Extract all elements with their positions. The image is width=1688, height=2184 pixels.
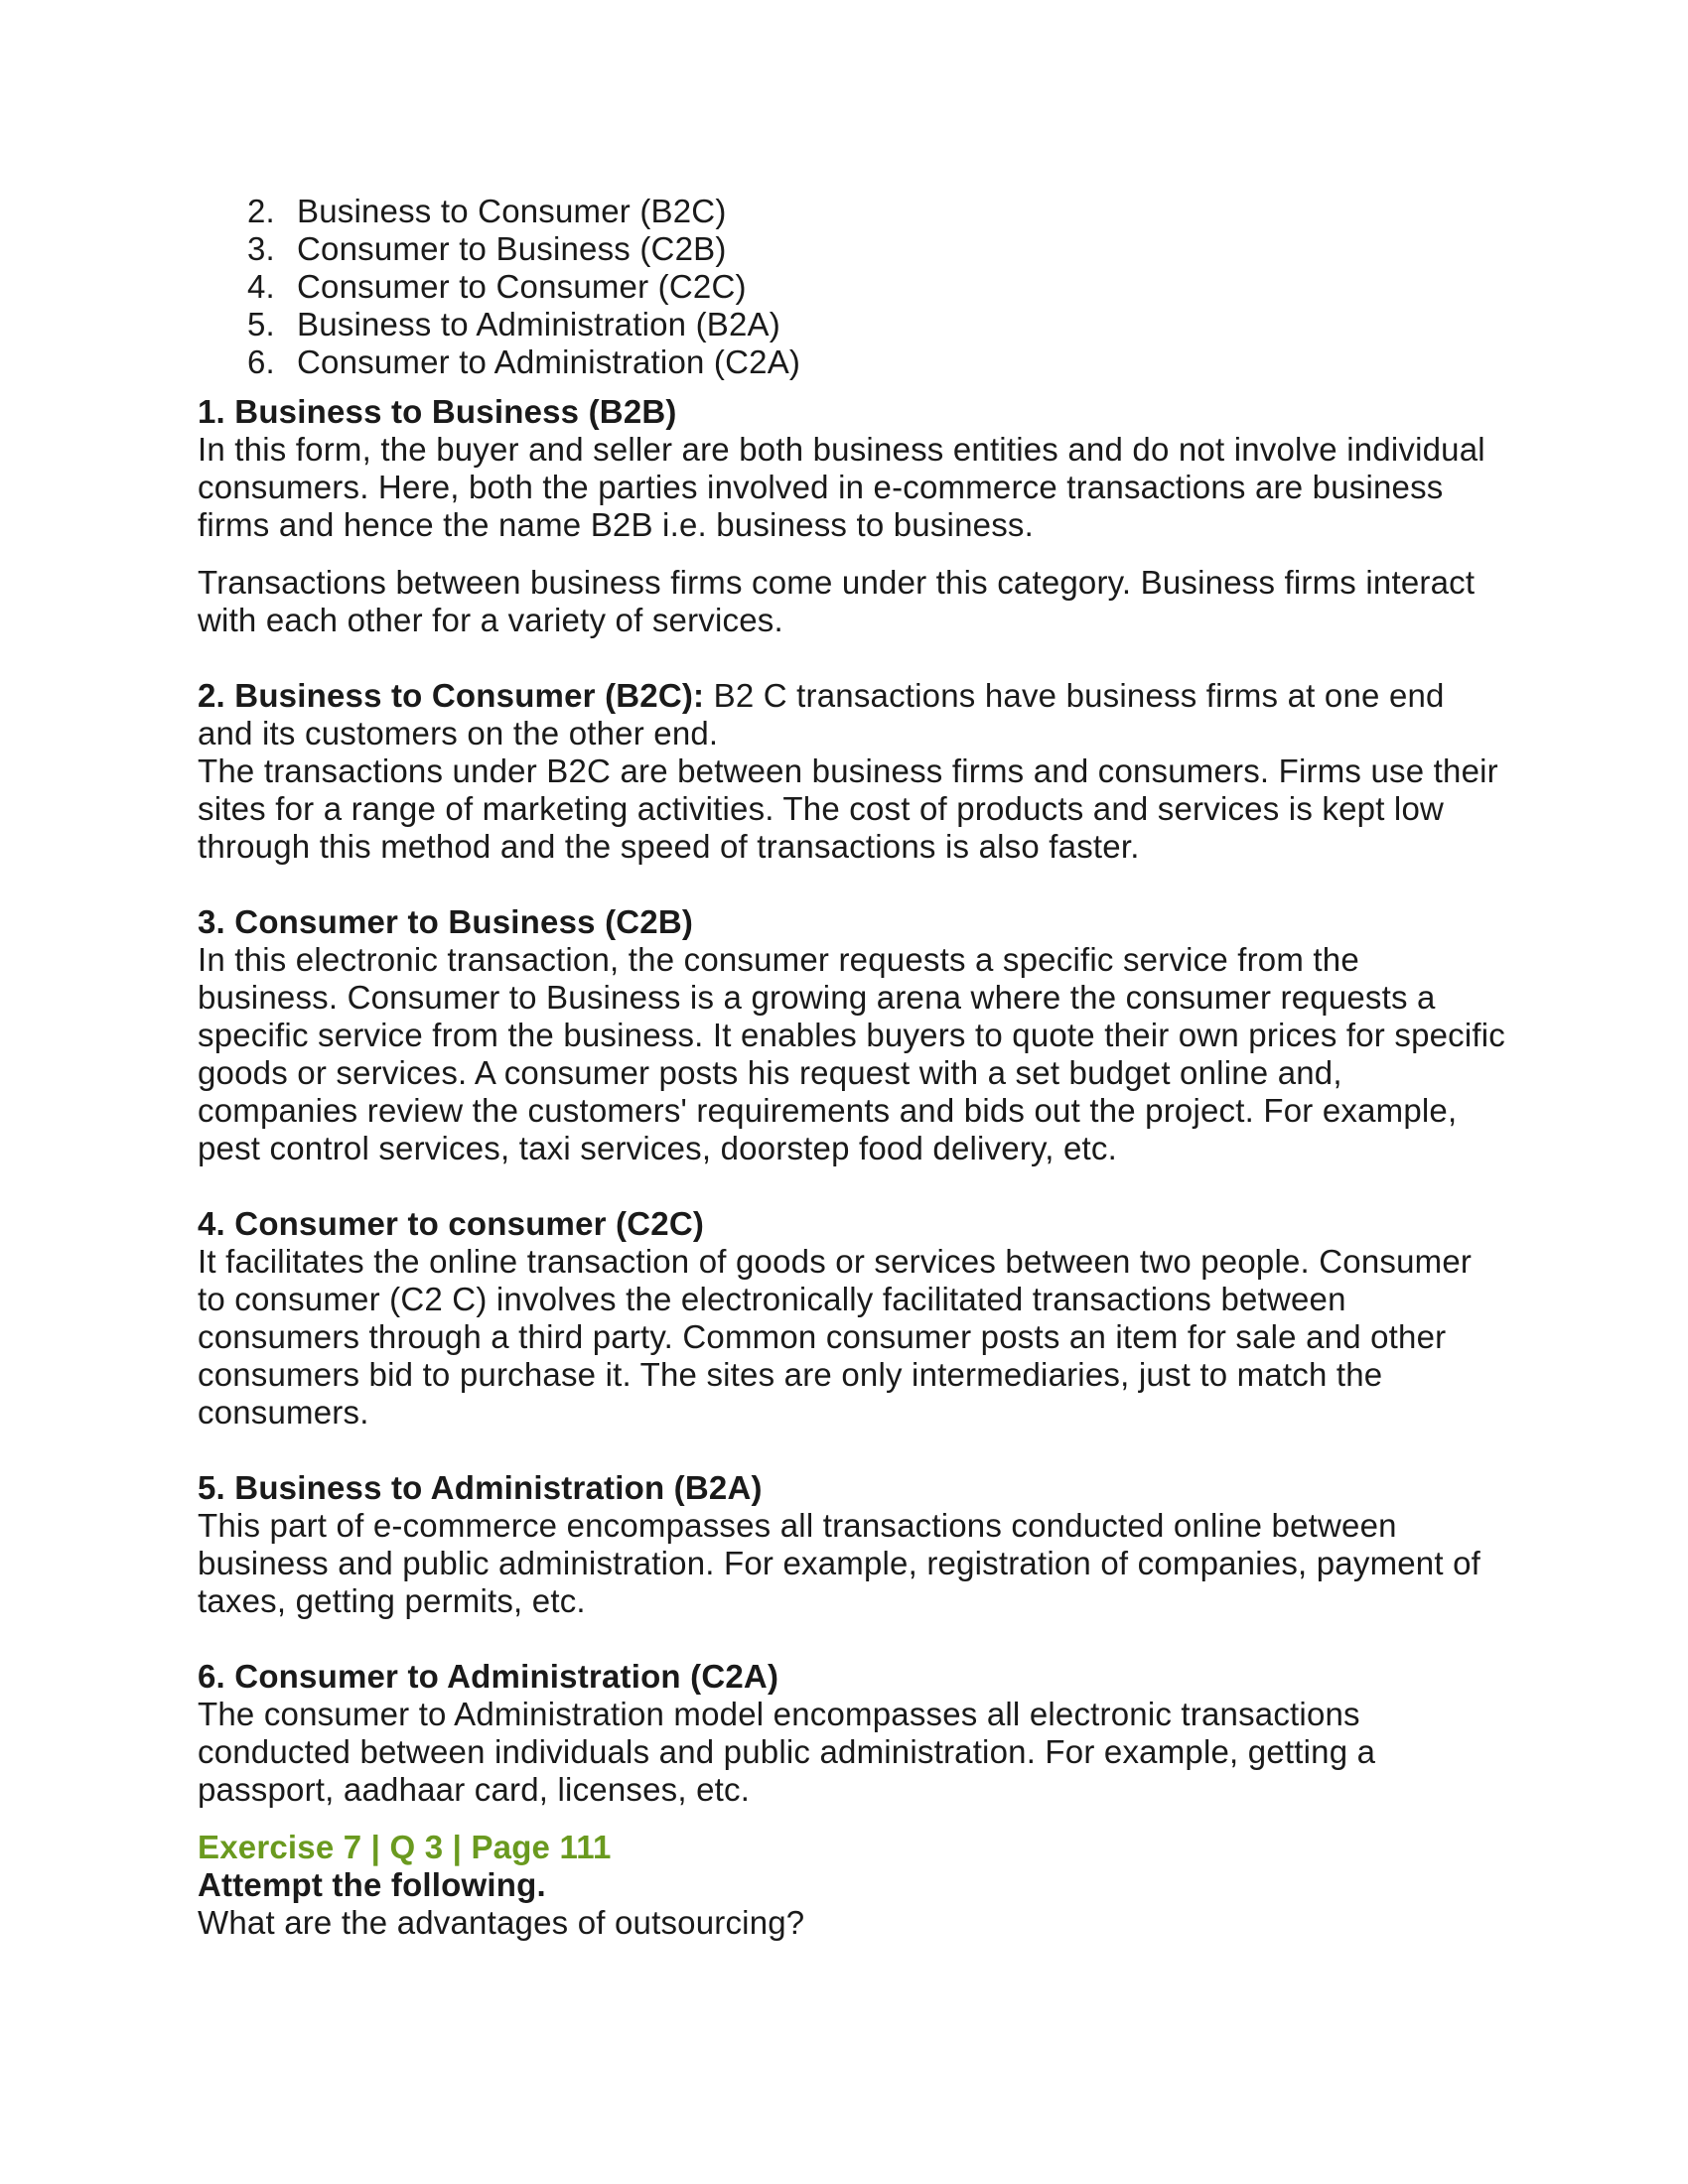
section-c2a	[198, 1658, 1508, 1809]
section-b2c	[198, 677, 1508, 866]
page-content	[198, 193, 1508, 1942]
section-heading: 5. Business to Administration (B2A)	[198, 1469, 763, 1506]
section-heading: 4. Consumer to consumer (C2C)	[198, 1205, 705, 1242]
list-item: 5. Business to Administration (B2A)	[247, 306, 780, 342]
section-paragraph: In this form, the buyer and seller are both business entities and do not involve individual consumers. Here, both the parties involved in e-commerce transactions are business firms and hence the name B2B i.e. business to business.	[198, 431, 1485, 543]
section-paragraph: The transactions under B2C are between business firms and consumers. Firms use their sites for a range of marketing activities. The cost of products and services is kept low through this method and the speed of transactions is also faster.	[198, 752, 1498, 865]
exercise-block	[198, 1829, 1508, 1942]
section-b2b	[198, 393, 1508, 639]
list-item: 2. Business to Consumer (B2C)	[247, 193, 727, 229]
section-paragraph: Transactions between business firms come under this category. Business firms interact with each other for a variety of services.	[198, 564, 1476, 638]
section-heading: 6. Consumer to Administration (C2A)	[198, 1658, 779, 1695]
section-paragraph: It facilitates the online transaction of goods or services between two people. Consumer to consumer (C2 C) involves the electronically facilitated transactions between consumers through a third party. Common consumer posts an item for sale and other consumers bid to purchase it. The sites are only intermediaries, just to match the consumers.	[198, 1243, 1473, 1431]
section-paragraph: In this electronic transaction, the consumer requests a specific service from the business. Consumer to Business is a growing arena where the consumer requests a specific service from the business. It enables buyers to quote their own prices for specific goods or services. A consumer posts his request with a set budget online and, companies review the customers' requirements and bids out the project. For example, pest control services, taxi services, doorstep food delivery, etc.	[198, 941, 1506, 1166]
section-lead: 2. Business to Consumer (B2C): B2 C transactions have business firms at one end and its customers on the other end.	[198, 677, 1445, 751]
ecommerce-types-list	[198, 193, 1508, 381]
list-item: 3. Consumer to Business (C2B)	[247, 230, 727, 267]
section-c2c	[198, 1205, 1508, 1432]
section-paragraph: The consumer to Administration model encompasses all electronic transactions conducted between individuals and public administration. For example, getting a passport, aadhaar card, licenses, etc.	[198, 1696, 1376, 1808]
section-c2b	[198, 903, 1508, 1167]
exercise-label: Exercise 7 | Q 3 | Page 111	[198, 1829, 612, 1865]
list-item: 4. Consumer to Consumer (C2C)	[247, 268, 747, 305]
exercise-question: What are the advantages of outsourcing?	[198, 1904, 805, 1941]
section-heading: 2. Business to Consumer (B2C):	[198, 677, 705, 714]
section-heading: 3. Consumer to Business (C2B)	[198, 903, 694, 940]
exercise-instruction: Attempt the following.	[198, 1866, 546, 1903]
section-heading: 1. Business to Business (B2B)	[198, 393, 677, 430]
section-paragraph: This part of e-commerce encompasses all transactions conducted online between business and public administration. For example, registration of companies, payment of taxes, getting permits, etc.	[198, 1507, 1481, 1619]
list-item: 6. Consumer to Administration (C2A)	[247, 343, 801, 380]
section-b2a	[198, 1469, 1508, 1620]
